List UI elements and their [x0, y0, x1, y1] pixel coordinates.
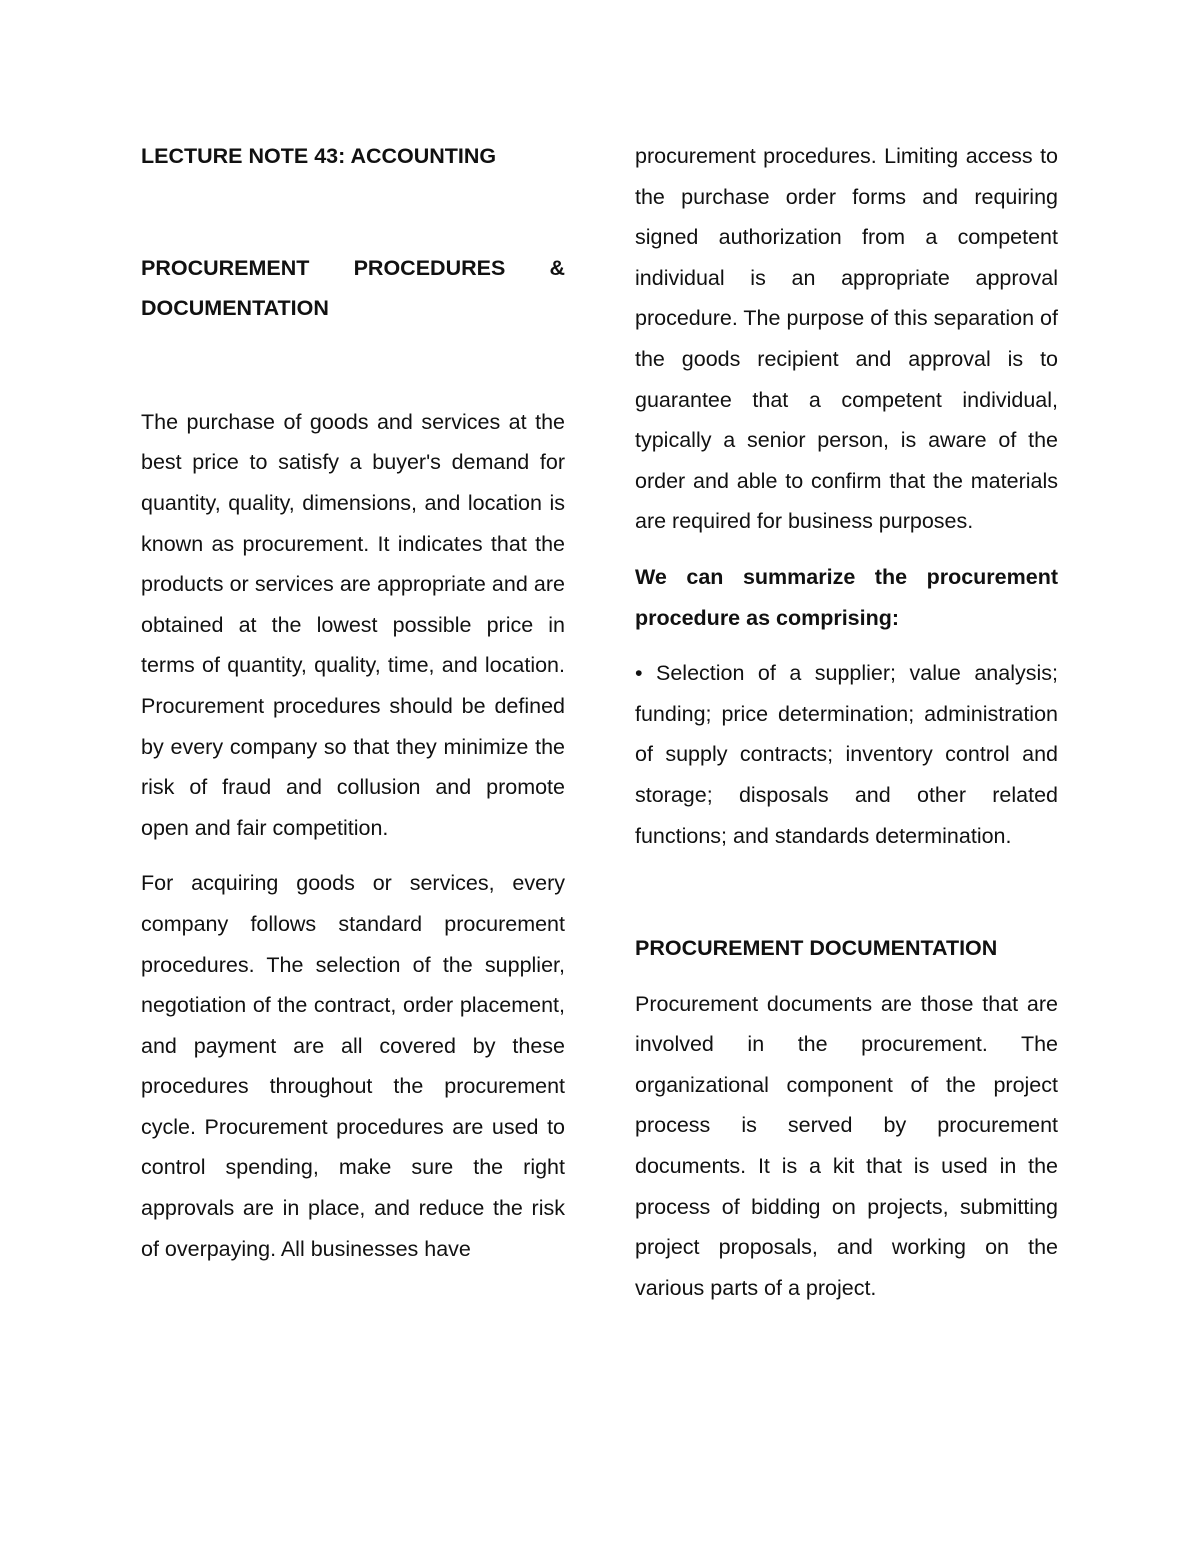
summary-intro: We can summarize the procurement procedure as comprising: — [635, 564, 1058, 630]
section-title-documentation: PROCUREMENT DOCUMENTATION — [635, 936, 998, 961]
left-column — [141, 136, 565, 1269]
paragraph-standard-procedures: For acquiring goods or services, every company follows standard procurement procedures. The selection of the supplier, negotiation of the contract, order placement, and payment are all covered by these procedures throughout the procurement cycle. Procurement procedures are used to control spending, make sure the right approvals are in place, and reduce the risk of overpaying. All businesses have — [141, 871, 565, 1261]
paragraph-procurement-definition: The purchase of goods and services at the best price to satisfy a buyer's demand for quantity, quality, dimensions, and location is known as procurement. It indicates that the products or services are appropriate and are obtained at the lowest possible price in terms of quantity, quality, time, and location. Procurement procedures should be defined by every company so that they minimize the risk of fraud and collusion and promote open and fair competition. — [141, 409, 565, 840]
list-item-procedure-components: • Selection of a supplier; value analysis; funding; price determination; administration of supply contracts; inventory control and storage; disposals and other related functions; and standards determination. — [635, 661, 1058, 848]
right-column — [635, 136, 1058, 1308]
document-title: LECTURE NOTE 43: ACCOUNTING — [141, 144, 497, 168]
paragraph-procurement-documents: Procurement documents are those that are involved in the procurement. The organizational component of the project process is served by procurement documents. It is a kit that is used in the process of bidding on projects, submitting project proposals, and working on the various parts of a project. — [635, 991, 1058, 1300]
section-title-procedures: PROCUREMENT PROCEDURES & DOCUMENTATION — [141, 255, 565, 321]
paragraph-approval-procedure: procurement procedures. Limiting access to the purchase order forms and requiring signed authorization from a competent individual is an appropriate approval procedure. The purpose of this separation of the goods recipient and approval is to guarantee that a competent individual, typically a senior person, is aware of the order and able to confirm that the materials are required for business purposes. — [635, 144, 1058, 534]
